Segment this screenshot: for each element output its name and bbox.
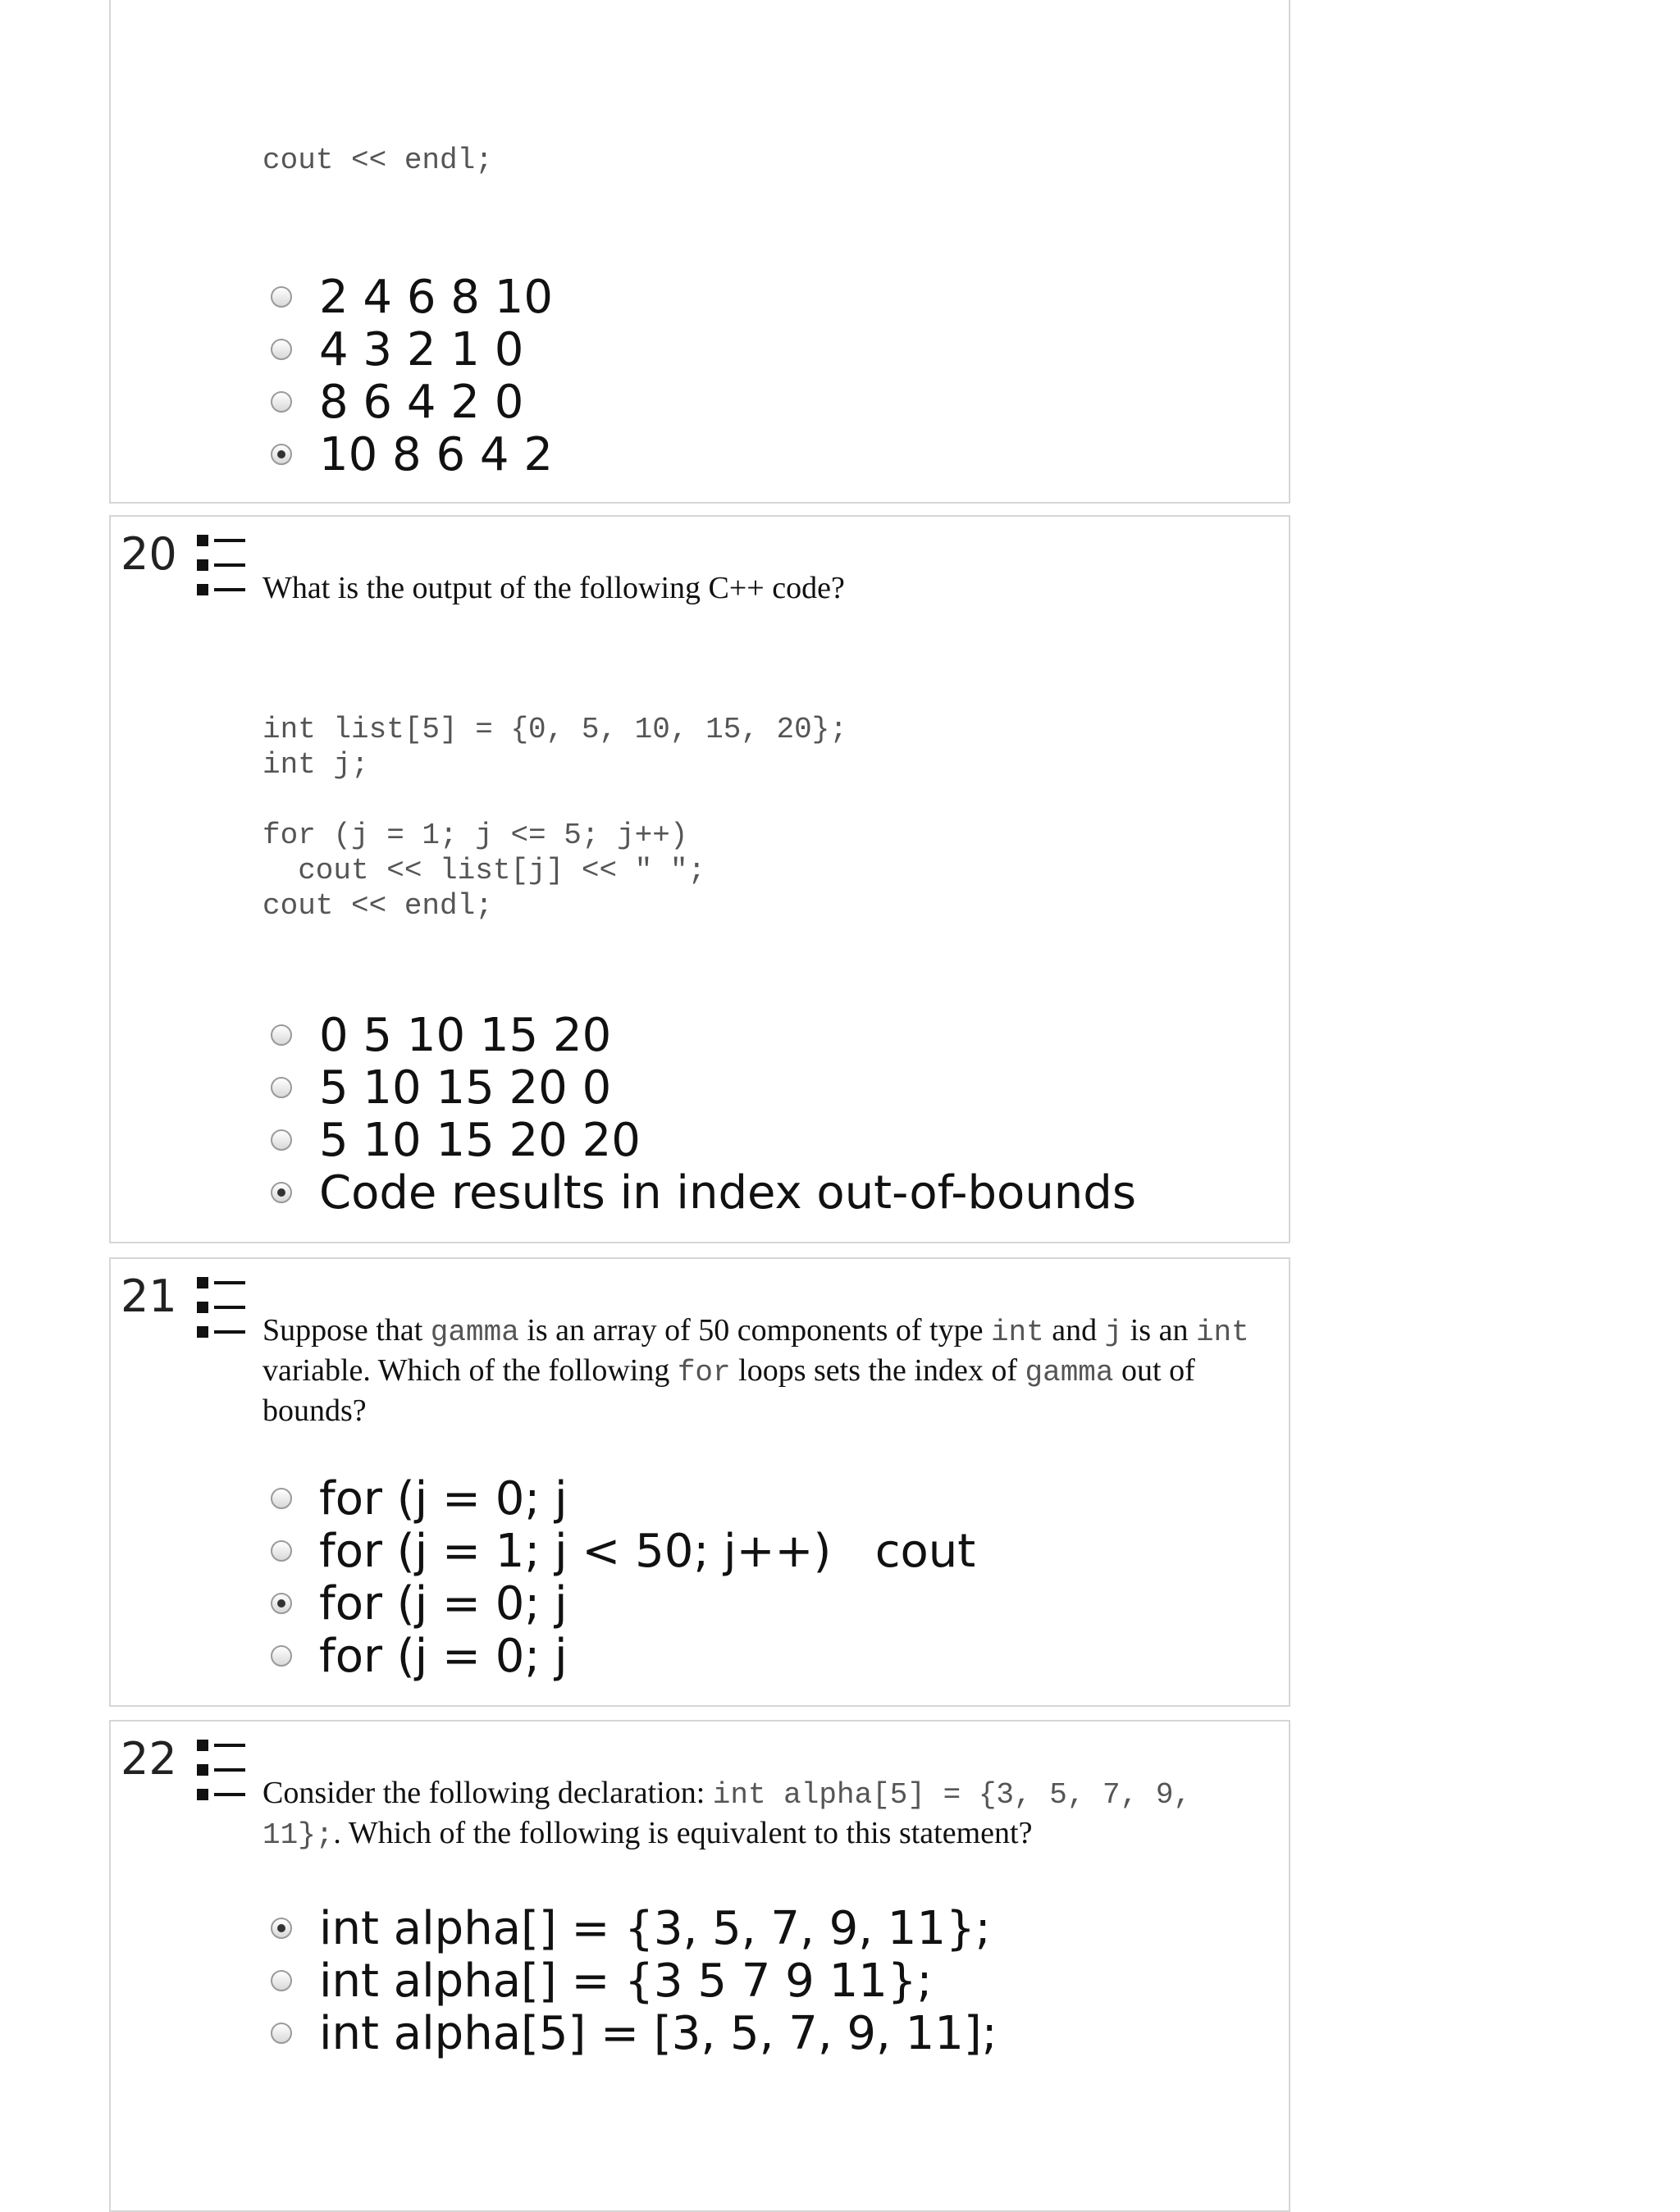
radio-button-selected[interactable] (271, 1593, 292, 1614)
answer-option[interactable] (271, 1009, 1136, 1061)
radio-button[interactable] (271, 339, 292, 360)
question-number: 20 (121, 528, 177, 580)
question-list-icon[interactable] (194, 1738, 249, 1802)
answer-options (271, 1009, 1136, 1219)
answer-option[interactable] (271, 1166, 1136, 1219)
answer-option[interactable] (271, 1902, 998, 1954)
radio-button[interactable] (271, 1024, 292, 1046)
answer-label: 8 6 4 2 0 (319, 375, 524, 429)
question-list-icon[interactable] (194, 533, 249, 597)
radio-button[interactable] (271, 286, 292, 308)
question-number: 21 (121, 1270, 177, 1322)
answer-label: for (j = 0; j (319, 1576, 568, 1630)
answer-option[interactable] (271, 1114, 1136, 1166)
code-block: int list[5] = {0, 5, 10, 15, 20}; int j; for (j = 1; j <= 5; j++) cout << list[j] << " "; cout << endl; (262, 713, 847, 923)
answer-label: 5 10 15 20 20 (319, 1113, 641, 1167)
answer-option[interactable] (271, 1525, 975, 1577)
answer-label: 5 10 15 20 0 (319, 1060, 612, 1115)
question-number: 22 (121, 1733, 177, 1785)
answer-option[interactable] (271, 1472, 975, 1525)
answer-option[interactable] (271, 323, 553, 376)
radio-button[interactable] (271, 2023, 292, 2044)
answer-label: for (j = 1; j < 50; j++) cout (319, 1524, 976, 1578)
radio-button[interactable] (271, 1488, 292, 1509)
answer-option[interactable] (271, 428, 553, 481)
answer-option[interactable] (271, 2007, 998, 2059)
answer-option[interactable] (271, 271, 553, 323)
answer-options (271, 271, 553, 481)
code-block: cout << endl; (262, 144, 493, 177)
answer-option[interactable] (271, 1630, 975, 1682)
question-text: Suppose that gamma is an array of 50 components of type int and j is an int variable. Which of the following for loops sets the index of gamma out of bounds? (262, 1313, 1249, 1428)
answer-label: Code results in index out-of-bounds (319, 1165, 1137, 1220)
radio-button[interactable] (271, 1645, 292, 1667)
radio-button[interactable] (271, 1970, 292, 1991)
answer-option[interactable] (271, 1954, 998, 2007)
question-card-20 (109, 515, 1290, 1243)
radio-button[interactable] (271, 1077, 292, 1098)
radio-button-selected[interactable] (271, 1182, 292, 1203)
question-card-19 (109, 0, 1290, 504)
question-card-22 (109, 1720, 1290, 2212)
answer-label: int alpha[5] = [3, 5, 7, 9, 11]; (319, 2006, 998, 2060)
answer-option[interactable] (271, 1061, 1136, 1114)
question-card-21 (109, 1257, 1290, 1707)
answer-option[interactable] (271, 376, 553, 428)
question-text: Consider the following declaration: int alpha[5] = {3, 5, 7, 9, 11};. Which of the following is equivalent to this statement? (262, 1776, 1192, 1852)
answer-label: for (j = 0; j (319, 1629, 568, 1683)
radio-button[interactable] (271, 1129, 292, 1151)
question-text: What is the output of the following C++ code? (262, 571, 845, 605)
radio-button[interactable] (271, 391, 292, 413)
answer-label: 0 5 10 15 20 (319, 1008, 612, 1062)
answer-label: int alpha[] = {3 5 7 9 11}; (319, 1954, 933, 2008)
radio-button-selected[interactable] (271, 1918, 292, 1939)
answer-label: 4 3 2 1 0 (319, 322, 524, 376)
radio-button[interactable] (271, 1540, 292, 1562)
answer-label: int alpha[] = {3, 5, 7, 9, 11}; (319, 1901, 991, 1955)
answer-label: 10 8 6 4 2 (319, 427, 553, 481)
answer-options (271, 1902, 998, 2059)
answer-options (271, 1472, 975, 1682)
answer-option[interactable] (271, 1577, 975, 1630)
radio-button-selected[interactable] (271, 444, 292, 465)
answer-label: for (j = 0; j (319, 1471, 568, 1526)
answer-label: 2 4 6 8 10 (319, 270, 553, 324)
question-list-icon[interactable] (194, 1275, 249, 1339)
